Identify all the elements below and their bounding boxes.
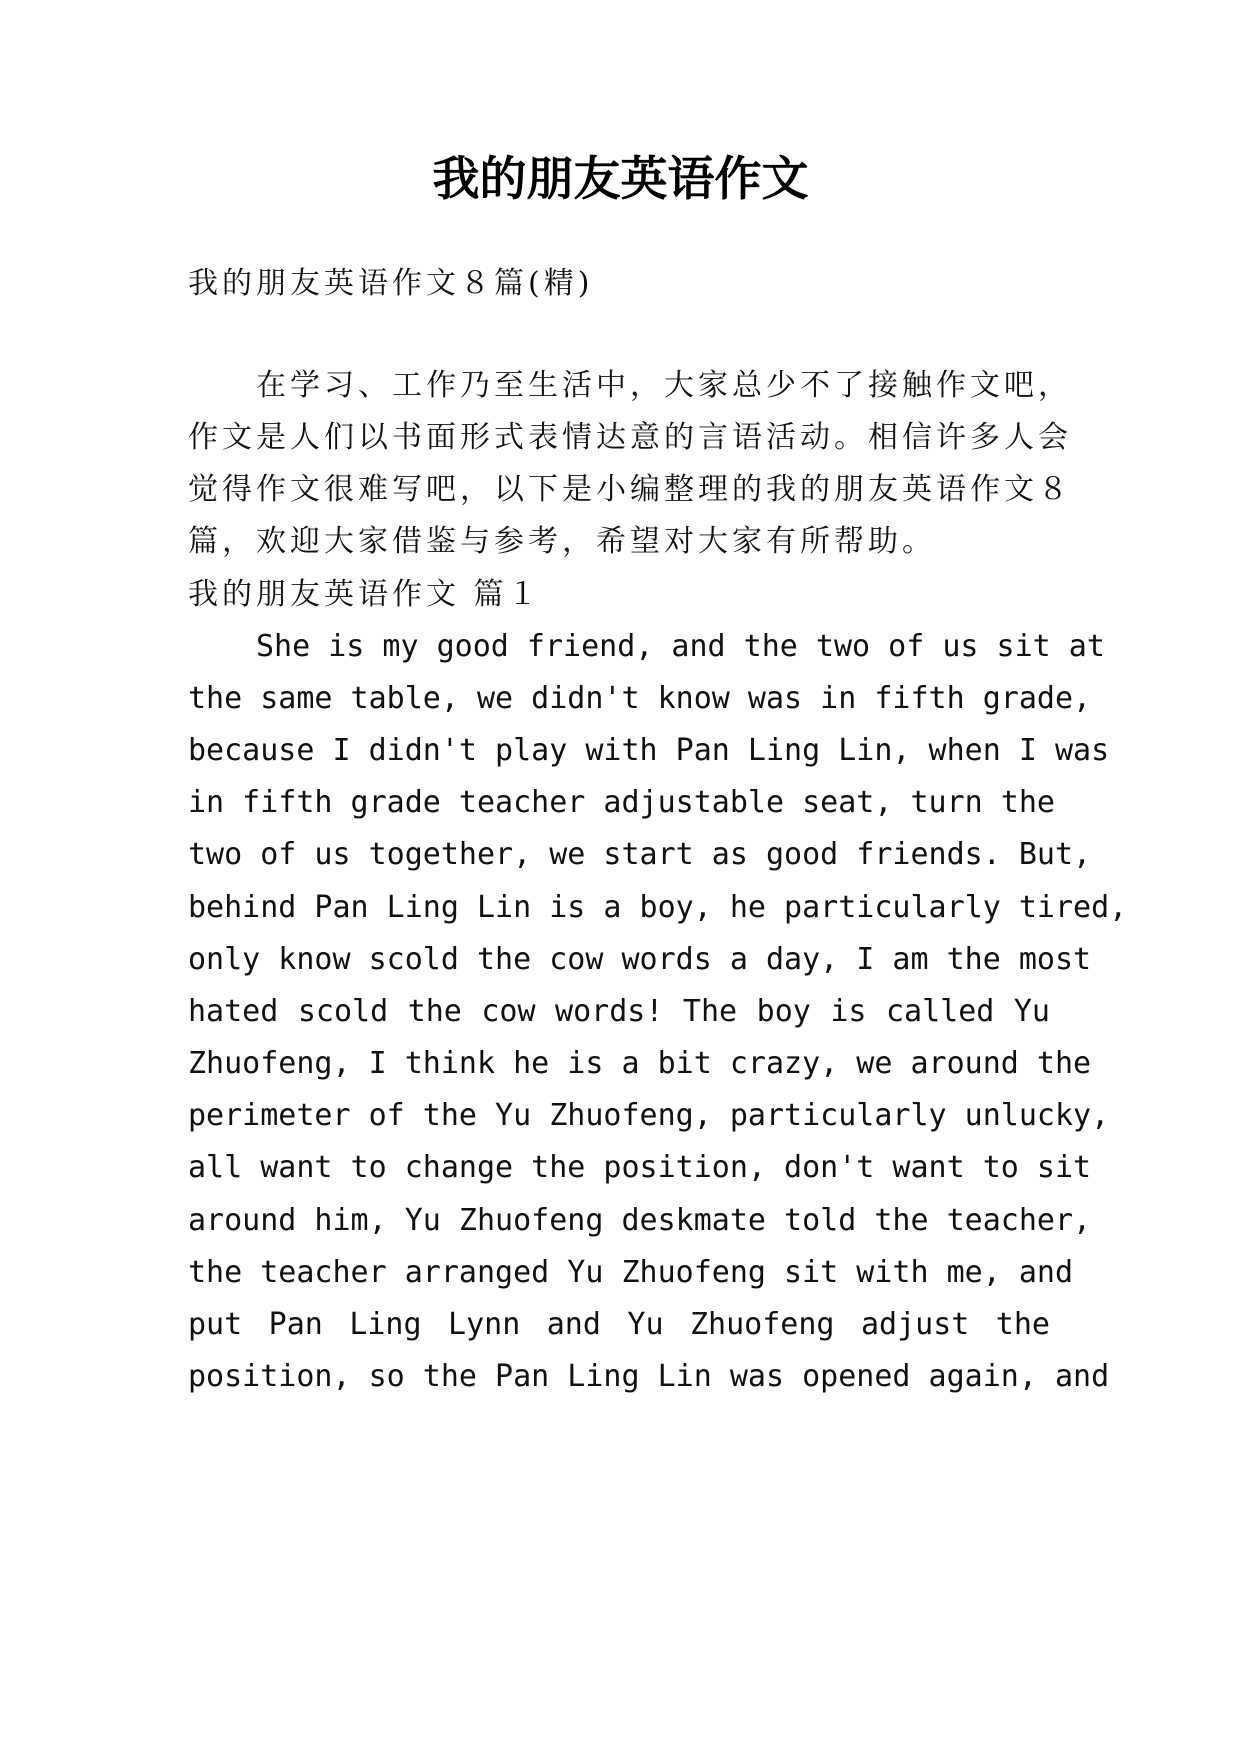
essay-line: the same table, we didn't know was in fifth grade, [188, 681, 1092, 716]
essay-line: put Pan Ling Lynn and Yu Zhuofeng adjust the [188, 1307, 1050, 1342]
essay-line: perimeter of the Yu Zhuofeng, particularly unlucky, [188, 1098, 1110, 1133]
intro-line: 篇，欢迎大家借鉴与参考，希望对大家有所帮助。 [188, 524, 936, 559]
essay-line: only know scold the cow words a day, I am the most [188, 942, 1092, 977]
section-heading: 我的朋友英语作文 篇１ [188, 577, 542, 612]
intro-line: 在学习、工作乃至生活中，大家总少不了接触作文吧， [256, 368, 1072, 403]
essay-line: position, so the Pan Ling Lin was opened again, and [188, 1359, 1110, 1394]
essay-line: She is my good friend, and the two of us sit at [256, 629, 1105, 664]
essay-line: the teacher arranged Yu Zhuofeng sit with me, and [188, 1255, 1074, 1290]
intro-line: 作文是人们以书面形式表情达意的言语活动。相信许多人会 [188, 420, 1072, 455]
intro-line: 觉得作文很难写吧，以下是小编整理的我的朋友英语作文８ [188, 472, 1072, 507]
essay-line: around him, Yu Zhuofeng deskmate told the teacher, [188, 1203, 1092, 1238]
essay-line: behind Pan Ling Lin is a boy, he particularly tired, [188, 890, 1128, 925]
essay-line: hated scold the cow words! The boy is called Yu [188, 994, 1050, 1029]
document-title: 我的朋友英语作文 [432, 152, 809, 207]
essay-line: because I didn't play with Pan Ling Lin, when I was [188, 733, 1110, 768]
essay-line: Zhuofeng, I think he is a bit crazy, we around the [188, 1046, 1092, 1081]
essay-line: in fifth grade teacher adjustable seat, turn the [188, 785, 1055, 820]
essay-line: all want to change the position, don't want to sit [188, 1150, 1092, 1185]
document-subtitle: 我的朋友英语作文８篇(精) [188, 266, 594, 301]
essay-line: two of us together, we start as good friends. But, [188, 837, 1092, 872]
